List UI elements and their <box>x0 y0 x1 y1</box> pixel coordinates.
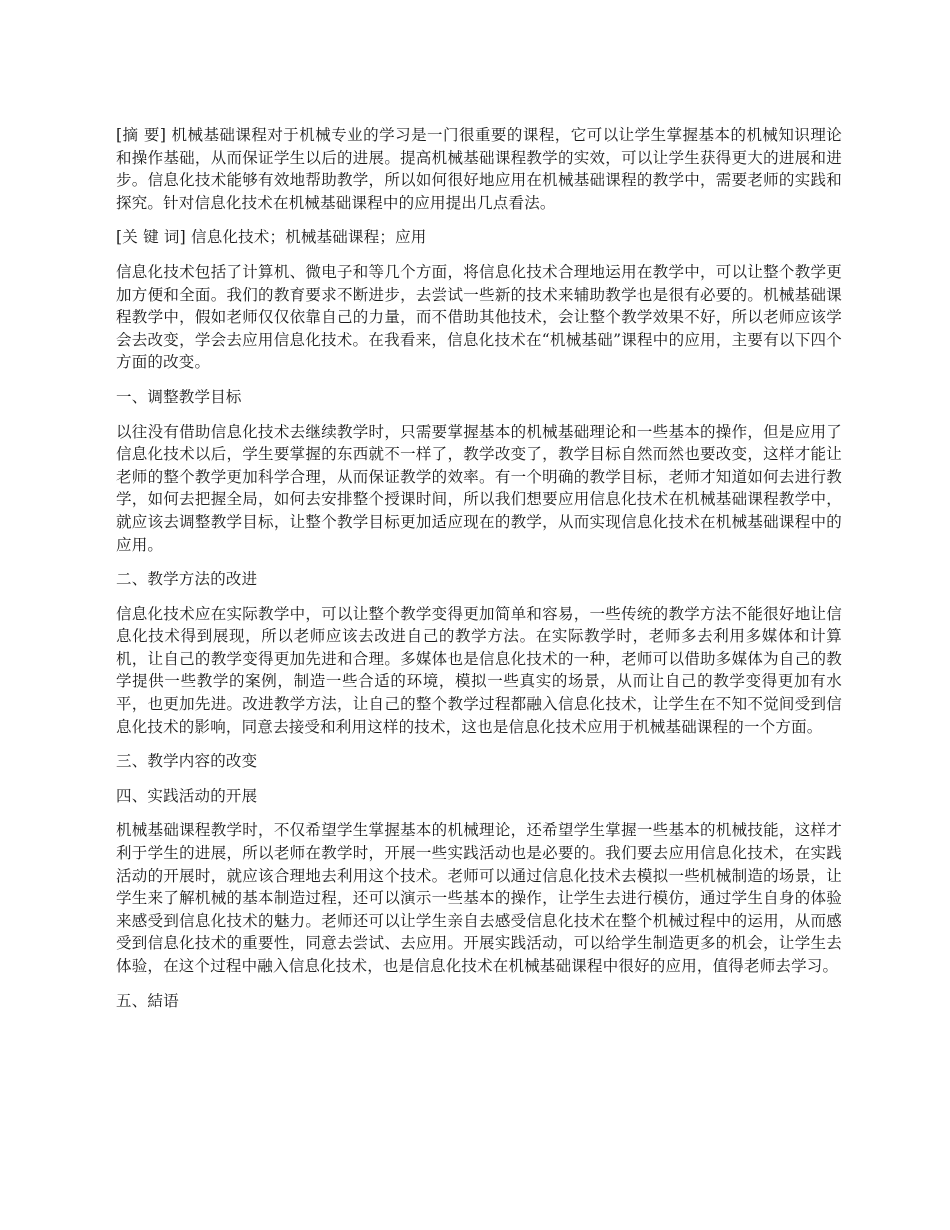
keywords-paragraph <box>116 226 842 249</box>
keywords-text: 信息化技术；机械基础课程；应用 <box>191 228 427 247</box>
section-body-1: 以往没有借助信息化技术去继续教学时，只需要掌握基本的机械基础理论和一些基本的操作，但是应用了信息化技术以后，学生要掌握的东西就不一样了，教学改变了，教学目标自然而然也要改变，这样才能让老师的整个教学更加科学合理，从而保证教学的效率。有一个明确的教学目标，老师才知道如何去进行教学，如何去把握全局，如何去安排整个授课时间，所以我们想要应用信息化技术在机械基础课程教学中，就应该去调整教学目标，让整个教学目标更加适应现在的教学，从而实现信息化技术在机械基础课程中的应用。 <box>116 422 842 554</box>
section-heading-1: 一、调整教学目标 <box>116 387 242 406</box>
section-heading-4: 四、实践活动的开展 <box>116 786 258 805</box>
document-page <box>116 124 842 1024</box>
abstract-text: 机械基础课程对于机械专业的学习是一门很重要的课程，它可以让学生掌握基本的机械知识理论和操作基础，从而保证学生以后的进展。提高机械基础课程教学的实效，可以让学生获得更大的进展和进步。信息化技术能够有效地帮助教学，所以如何很好地应用在机械基础课程的教学中，需要老师的实践和探究。针对信息化技术在机械基础课程中的应用提出几点看法。 <box>116 126 842 212</box>
section-heading-5: 五、結语 <box>116 991 179 1010</box>
intro-paragraph: 信息化技术包括了计算机、微电子和等几个方面，将信息化技术合理地运用在教学中，可以让整个教学更加方便和全面。我们的教育要求不断进步，去尝试一些新的技术来辅助教学也是很有必要的。机械基础课程教学中，假如老师仅仅依靠自己的力量，而不借助其他技术，会让整个教学效果不好，所以老师应该学会去改变，学会去应用信息化技术。在我看来，信息化技术在“机械基础”课程中的应用，主要有以下四个方面的改变。 <box>116 262 842 372</box>
abstract-label: [摘 要] <box>116 126 167 144</box>
keywords-label: [关 键 词] <box>116 228 186 247</box>
abstract-paragraph <box>116 124 842 214</box>
section-heading-3: 三、教学内容的改变 <box>116 752 258 771</box>
section-body-2: 信息化技术应在实际教学中，可以让整个教学变得更加简单和容易，一些传统的教学方法不能很好地让信息化技术得到展现，所以老师应该去改进自己的教学方法。在实际教学时，老师多去利用多媒体和计算机，让自己的教学变得更加先进和合理。多媒体也是信息化技术的一种，老师可以借助多媒体为自己的教学提供一些教学的案例，制造一些合适的环境，模拟一些真实的场景，从而让自己的教学变得更加有水平，也更加先进。改进教学方法，让自己的整个教学过程都融入信息化技术，让学生在不知不觉间受到信息化技术的影响，同意去接受和利用这样的技术，这也是信息化技术应用于机械基础课程的一个方面。 <box>116 604 842 736</box>
section-heading-2: 二、教学方法的改进 <box>116 570 258 589</box>
section-body-4: 机械基础课程教学时，不仅希望学生掌握基本的机械理论，还希望学生掌握一些基本的机械技能，这样才利于学生的进展，所以老师在教学时，开展一些实践活动也是必要的。我们要去应用信息化技术，在实践活动的开展时，就应该合理地去利用这个技术。老师可以通过信息化技术去模拟一些机械制造的场景，让学生来了解机械的基本制造过程，还可以演示一些基本的操作，让学生去进行模仿，通过学生自身的体验来感受到信息化技术的魅力。老师还可以让学生亲自去感受信息化技术在整个机械过程中的运用，从而感受到信息化技术的重要性，同意去尝试、去应用。开展实践活动，可以给学生制造更多的机会，让学生去体验，在这个过程中融入信息化技术，也是信息化技术在机械基础课程中很好的应用，值得老师去学习。 <box>116 821 842 975</box>
